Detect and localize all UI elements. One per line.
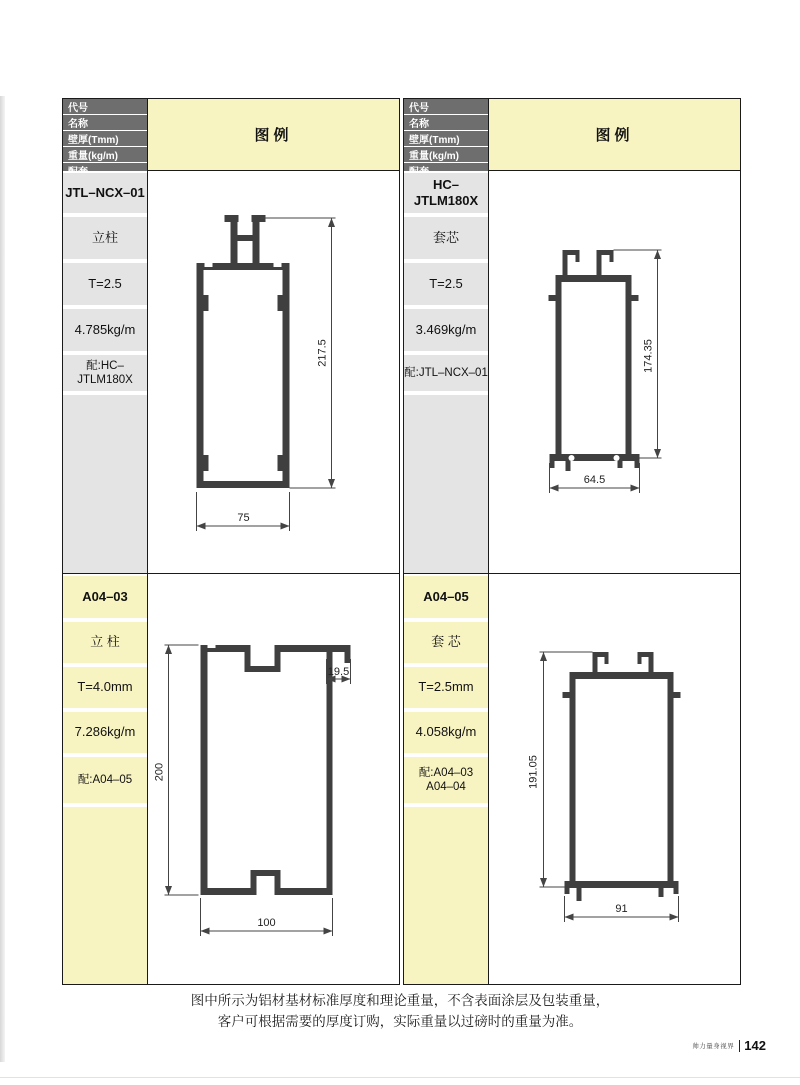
profile-name: 套 芯 xyxy=(404,622,488,663)
footer-brand-text: 帅力量身视界 xyxy=(692,1043,735,1050)
profile-outline xyxy=(197,215,290,488)
column-filler xyxy=(63,395,147,573)
profile-weight: 4.058kg/m xyxy=(404,712,488,753)
dim-height-label: 217.5 xyxy=(316,339,329,367)
column-filler xyxy=(63,807,147,984)
profile-info-column xyxy=(404,574,489,984)
match-line2: A04–04 xyxy=(426,781,466,793)
panel-right-header xyxy=(404,99,740,171)
profile-match xyxy=(63,757,147,803)
dim-width-label: 64.5 xyxy=(583,474,606,486)
profile-row-a04-05 xyxy=(404,573,740,984)
profile-drawing-jtl-ncx-01 xyxy=(148,171,399,573)
profile-info-column xyxy=(404,171,489,573)
panel-right xyxy=(403,98,741,985)
profile-thickness: T=2.5mm xyxy=(404,667,488,708)
profile-code: JTL–NCX–01 xyxy=(63,173,147,213)
profile-row-hc-jtlm180x xyxy=(404,171,740,573)
match-line1: 配:JTL–NCX–01 xyxy=(404,366,488,379)
dim-width-label: 75 xyxy=(237,512,250,524)
header-cell-code: 代号 xyxy=(404,99,488,114)
cross-section-diagram xyxy=(148,171,399,573)
cross-section-diagram xyxy=(489,574,740,984)
profile-outline xyxy=(201,643,351,895)
footnote xyxy=(0,991,800,1033)
page-number: 142 xyxy=(744,1038,766,1053)
match-line1: 配:A04–05 xyxy=(77,773,133,786)
dim-top-offset-label: 19.5 xyxy=(327,666,350,678)
profile-thickness: T=2.5 xyxy=(63,263,147,305)
profile-code: HC–JTLM180X xyxy=(404,173,488,213)
header-label-column xyxy=(63,99,148,171)
header-cell-name: 名称 xyxy=(404,115,488,130)
column-filler xyxy=(404,395,488,573)
page-left-edge xyxy=(0,96,5,1062)
profile-thickness: T=2.5 xyxy=(404,263,488,305)
footnote-line2: 客户可根据需要的厚度订购，实际重量以过磅时的重量为准。 xyxy=(217,1013,583,1029)
profile-match xyxy=(404,757,488,803)
legend-header: 图例 xyxy=(489,99,740,171)
profile-weight: 7.286kg/m xyxy=(63,712,147,753)
panel-left-header xyxy=(63,99,399,171)
header-label-column xyxy=(404,99,489,171)
profile-catalog-table xyxy=(62,98,741,985)
dim-width-label: 100 xyxy=(257,917,276,929)
header-cell-name: 名称 xyxy=(63,115,147,130)
column-filler xyxy=(404,807,488,984)
profile-drawing-a04-05 xyxy=(489,574,740,984)
footer-divider xyxy=(739,1040,740,1052)
header-cell-weight: 重量(kg/m) xyxy=(404,147,488,162)
dim-height-label: 200 xyxy=(153,762,166,782)
profile-outline xyxy=(549,250,640,471)
profile-name: 立柱 xyxy=(63,217,147,259)
profile-outline xyxy=(563,652,681,901)
profile-name: 套芯 xyxy=(404,217,488,259)
profile-match xyxy=(404,355,488,391)
profile-code: A04–05 xyxy=(404,576,488,618)
profile-thickness: T=4.0mm xyxy=(63,667,147,708)
profile-row-a04-03 xyxy=(63,573,399,984)
profile-info-column xyxy=(63,574,148,984)
profile-code: A04–03 xyxy=(63,576,147,618)
profile-drawing-a04-03 xyxy=(148,574,399,984)
cross-section-diagram xyxy=(148,574,399,984)
match-line1: 配:A04–03 xyxy=(418,766,474,779)
page-bottom-edge xyxy=(0,1077,800,1078)
footnote-line1: 图中所示为铝材基材标准厚度和理论重量，不含表面涂层及包装重量， xyxy=(190,993,610,1008)
cross-section-diagram xyxy=(489,171,740,573)
profile-match xyxy=(63,355,147,391)
profile-weight: 4.785kg/m xyxy=(63,309,147,351)
header-cell-thickness: 壁厚(Tmm) xyxy=(404,131,488,146)
panel-left xyxy=(62,98,400,985)
profile-weight: 3.469kg/m xyxy=(404,309,488,351)
match-line1: 配:HC–JTLM180X xyxy=(77,359,133,386)
profile-drawing-hc-jtlm180x xyxy=(489,171,740,573)
dim-height-label: 174.35 xyxy=(642,339,655,373)
header-cell-thickness: 壁厚(Tmm) xyxy=(63,131,147,146)
profile-row-jtl-ncx-01 xyxy=(63,171,399,573)
dim-width-label: 91 xyxy=(615,903,628,915)
page-footer xyxy=(692,1038,766,1053)
profile-info-column xyxy=(63,171,148,573)
profile-name: 立 柱 xyxy=(63,622,147,663)
dim-height-label: 191.05 xyxy=(527,755,540,789)
header-cell-code: 代号 xyxy=(63,99,147,114)
legend-header: 图例 xyxy=(148,99,399,171)
header-cell-weight: 重量(kg/m) xyxy=(63,147,147,162)
